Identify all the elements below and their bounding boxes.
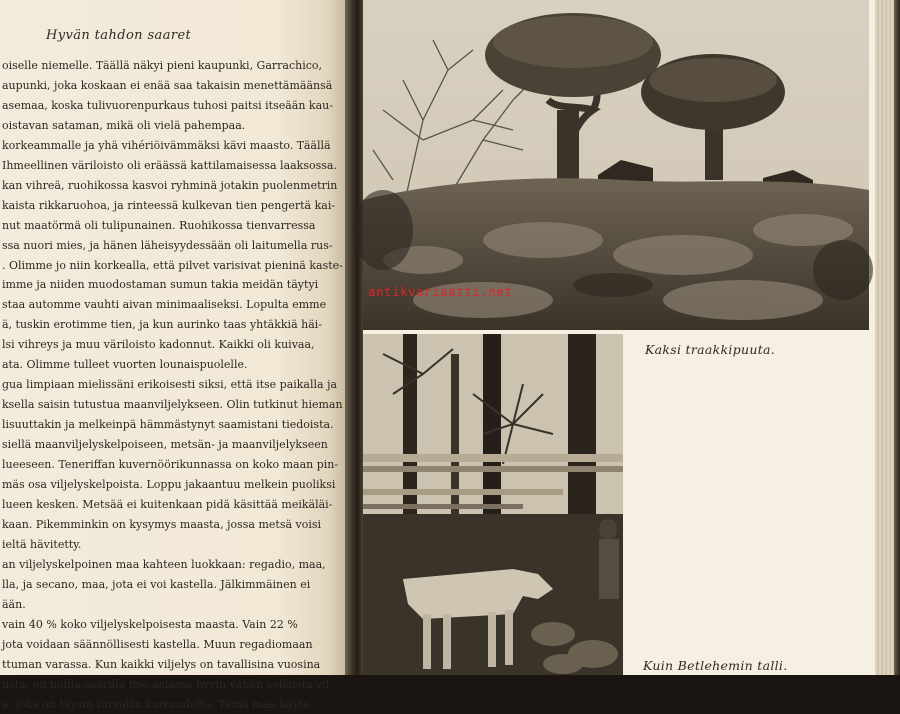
text-line: lisuuttakin ja melkeinpä hämmästynyt saamistani tiedoista.: [0, 415, 345, 435]
stable-photo: [363, 334, 623, 675]
text-line: nut maatörmä oli tulipunainen. Ruohikossa tienvarressa: [0, 216, 345, 236]
caption-top: Kaksi traakkipuuta.: [645, 342, 775, 357]
text-line: kaan. Pikemminkin on kysymys maasta, jossa metsä voisi: [0, 515, 345, 535]
text-line: oiselle niemelle. Täällä näkyi pieni kaupunki, Garrachico,: [0, 56, 345, 76]
text-line: lsi vihreys ja muu väriloisto kadonnut. Kaikki oli kuivaa,: [0, 335, 345, 355]
text-line: . Olimme jo niin korkealla, että pilvet varisivat pieninä kaste-: [0, 256, 345, 276]
text-line: asemaa, koska tulivuorenpurkaus tuhosi paitsi itseään kau-: [0, 96, 345, 116]
text-line: kan vihreä, ruohikossa kasvoi ryhminä jotakin puolenmetrin: [0, 176, 345, 196]
watermark-text: antikvariaatti.net: [368, 284, 512, 299]
caption-bottom: Kuin Betlehemin talli.: [643, 658, 788, 673]
text-line: usta, on noilla saarilla itse asiassa hyvin vähän sellaista vil-: [0, 675, 345, 695]
text-line: lla, ja secano, maa, jota ei voi kastella. Jälkimmäinen ei: [0, 575, 345, 595]
text-line: Ihmeellinen väriloisto oli eräässä kattilamaisessa laaksossa.: [0, 156, 345, 176]
right-page: [363, 0, 875, 675]
text-line: oistavan sataman, mikä oli vielä pahempaa.: [0, 116, 345, 136]
text-line: mäs osa viljelyskelpoista. Loppu jakaantuu melkein puoliksi: [0, 475, 345, 495]
text-line: ä, tuskin erotimme tien, ja kun aurinko taas yhtäkkiä häi-: [0, 315, 345, 335]
text-line: aupunki, joka koskaan ei enää saa takaisin menettämäänsä: [0, 76, 345, 96]
text-line: ssa nuori mies, ja hänen läheisyydessään oli laitumella rus-: [0, 236, 345, 256]
text-line: an viljelyskelpoinen maa kahteen luokkaan: regadio, maa,: [0, 555, 345, 575]
text-line: staa automme vauhti aivan minimaaliseksi. Lopulta emme: [0, 295, 345, 315]
text-line: korkeammalle ja yhä vihériöivämmäksi kävi maasto. Täällä: [0, 136, 345, 156]
body-text: [0, 56, 345, 714]
book-gutter: [345, 0, 363, 675]
page-edges: [875, 0, 900, 675]
text-line: kaista rikkaruohoa, ja rinteessä kulkevan tien pengertä kai-: [0, 196, 345, 216]
text-line: lueeseen. Teneriffan kuvernöörikunnassa on koko maan pin-: [0, 455, 345, 475]
text-line: imme ja niiden muodostaman sumun takia meidän täytyi: [0, 275, 345, 295]
text-line: gua limpiaan mielissäni erikoisesti siksi, että itse paikalla ja: [0, 375, 345, 395]
text-line: a, joka on täysin turvattu kuivuudelta. Tämä maa käyte-: [0, 695, 345, 714]
text-line: ttuman varassa. Kun kaikki viljelys on tavallisina vuosina: [0, 655, 345, 675]
text-line: ata. Olimme tulleet vuorten lounaispuolelle.: [0, 355, 345, 375]
left-page: [0, 0, 345, 675]
text-line: ksella saisin tutustua maanviljelykseen. Olin tutkinut hieman: [0, 395, 345, 415]
dragon-trees-photo: [363, 0, 869, 330]
running-head: Hyvän tahdon saaret: [46, 28, 191, 43]
text-line: lueen kesken. Metsää ei kuitenkaan pidä käsittää meikäläi-: [0, 495, 345, 515]
text-line: ieltä hävitetty.: [0, 535, 345, 555]
text-line: jota voidaan säännöllisesti kastella. Muun regadiomaan: [0, 635, 345, 655]
text-line: siellä maanviljelyskelpoiseen, metsän- ja maanviljelykseen: [0, 435, 345, 455]
text-line: ään.: [0, 595, 345, 615]
text-line: vain 40 % koko viljelyskelpoisesta maasta. Vain 22 %: [0, 615, 345, 635]
